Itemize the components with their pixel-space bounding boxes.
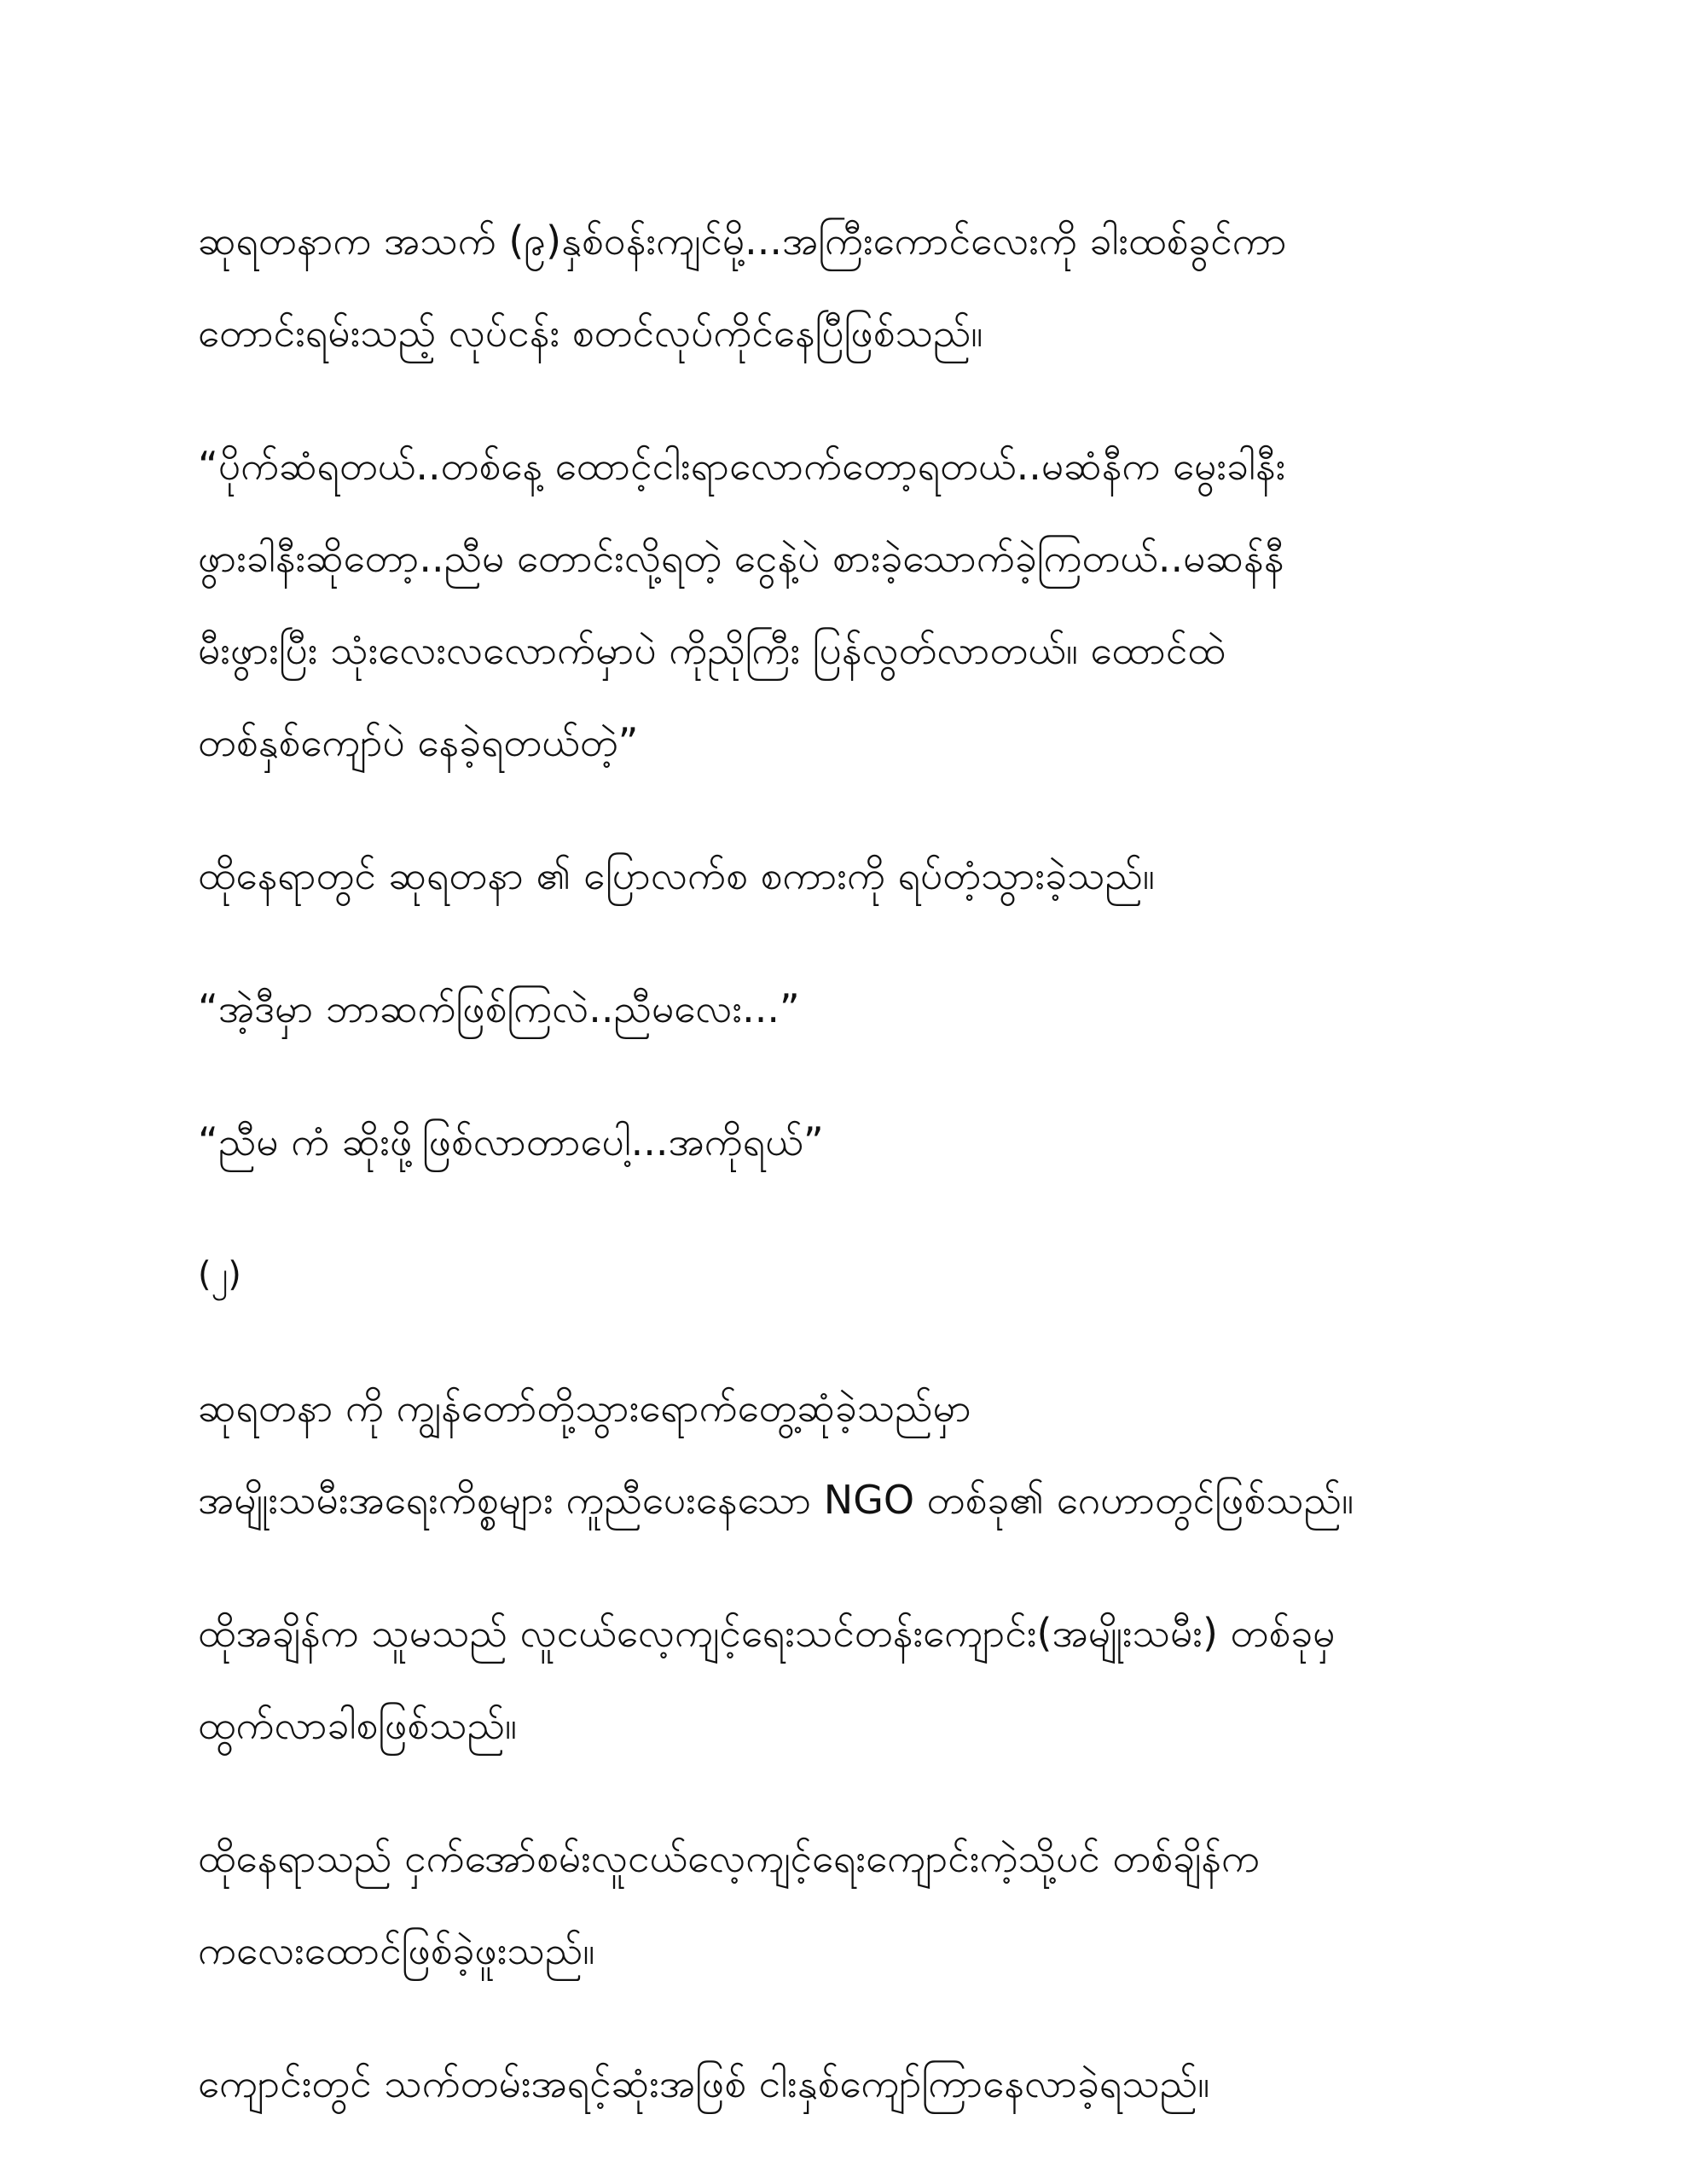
text-column bbox=[198, 195, 1511, 2170]
paragraph-line: တစ်နှစ်ကျော်ပဲ နေခဲ့ရတယ်တဲ့” bbox=[198, 719, 639, 765]
paragraph-line: “ညီမ ကံ ဆိုးဖို့ဖြစ်လာတာပေါ့...အကိုရယ်” bbox=[198, 1118, 824, 1165]
paragraph-1 bbox=[198, 195, 1511, 379]
paragraph-line: “ပိုက်ဆံရတယ်..တစ်နေ့ ထောင့်ငါးရာလောက်တော့ရတယ်..မဆံနီက မွေးခါနီး bbox=[198, 443, 1286, 489]
paragraph-6 bbox=[198, 1362, 1511, 1546]
paragraph-line: ထိုအချိန်က သူမသည် လူငယ်လေ့ကျင့်ရေးသင်တန်းကျောင်း(အမျိုးသမီး) တစ်ခုမှ bbox=[198, 1610, 1336, 1656]
paragraph-line: ထိုနေရာတွင် ဆုရတနာ ၏ ပြောလက်စ စကားကို ရပ်တံ့သွားခဲ့သည်။ bbox=[198, 852, 1155, 898]
paragraph-5 bbox=[198, 1095, 1511, 1188]
section-number: (၂) bbox=[198, 1255, 241, 1294]
paragraph-line: “အဲ့ဒီမှာ ဘာဆက်ဖြစ်ကြလဲ..ညီမလေး...” bbox=[198, 985, 800, 1031]
paragraph-line: မီးဖွားပြီး သုံးလေးလလောက်မှာပဲ ကိုညိုကြီး ပြန်လွတ်လာတယ်။ ထောင်ထဲ bbox=[198, 627, 1226, 673]
paragraph-2 bbox=[198, 420, 1511, 788]
paragraph-8 bbox=[198, 1812, 1511, 1996]
paragraph-line: ဆုရတနာ ကို ကျွန်တော်တို့သွားရောက်တွေ့ဆုံခဲ့သည်မှာ bbox=[198, 1385, 971, 1431]
paragraph-line: ထွက်လာခါစဖြစ်သည်။ bbox=[198, 1702, 517, 1748]
paragraph-line: ကျောင်းတွင် သက်တမ်းအရင့်ဆုံးအဖြစ် ငါးနှစ်ကျော်ကြာနေလာခဲ့ရသည်။ bbox=[198, 2060, 1210, 2106]
paragraph-line: ကလေးထောင်ဖြစ်ခဲ့ဖူးသည်။ bbox=[198, 1927, 595, 1973]
paragraph-line: တောင်းရမ်းသည့် လုပ်ငန်း စတင်လုပ်ကိုင်နေပြီဖြစ်သည်။ bbox=[198, 310, 983, 356]
paragraph-line: ဆုရတနာက အသက် (၉)နှစ်ဝန်းကျင်မို့...အကြီးကောင်လေးကို ခါးထစ်ခွင်ကာ bbox=[198, 218, 1287, 264]
paragraph-9 bbox=[198, 2037, 1511, 2129]
paragraph-3 bbox=[198, 829, 1511, 921]
paragraph-7 bbox=[198, 1587, 1511, 1771]
paragraph-4 bbox=[198, 962, 1511, 1054]
paragraph-line: ထိုနေရာသည် ငှက်အော်စမ်းလူငယ်လေ့ကျင့်ရေးကျောင်းကဲ့သို့ပင် တစ်ချိန်က bbox=[198, 1835, 1260, 1881]
paragraph-line: အမျိုးသမီးအရေးကိစ္စများ ကူညီပေးနေသော NGO တစ်ခု၏ ဂေဟာတွင်ဖြစ်သည်။ bbox=[198, 1477, 1354, 1523]
paragraph-line: ဖွားခါနီးဆိုတော့..ညီမ တောင်းလို့ရတဲ့ ငွေနဲ့ပဲ စားခဲ့သောက်ခဲ့ကြတယ်..မဆန်နီ bbox=[198, 535, 1284, 581]
